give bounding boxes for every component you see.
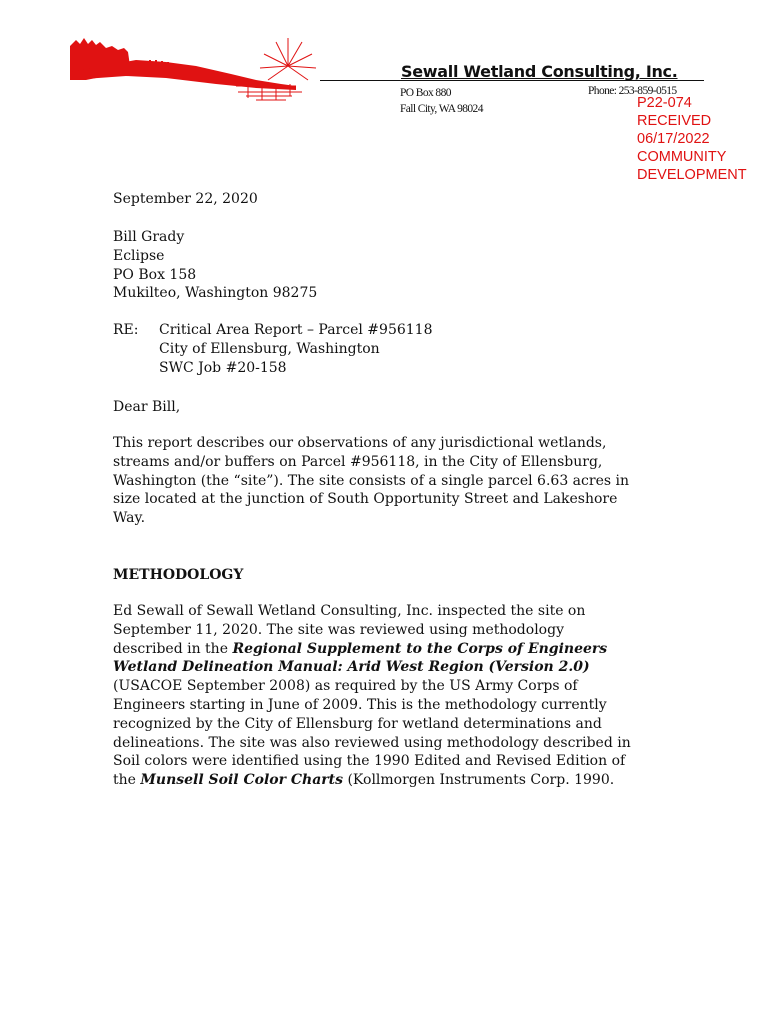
stamp-line: DEVELOPMENT bbox=[637, 167, 747, 183]
methodology-paragraph bbox=[113, 602, 673, 790]
paragraph-line: Washington (the “site”). The site consists of a single parcel 6.63 acres in bbox=[113, 472, 629, 489]
paragraph-line: the Munsell Soil Color Charts (Kollmorgen Instruments Corp. 1990. bbox=[113, 772, 615, 789]
salutation: Dear Bill, bbox=[113, 399, 181, 415]
address-line-1: PO Box 880 bbox=[400, 87, 451, 99]
paragraph-line: Engineers starting in June of 2009. This is the methodology currently bbox=[113, 696, 607, 713]
cited-title: Munsell Soil Color Charts bbox=[140, 772, 344, 789]
company-logo bbox=[66, 36, 336, 106]
paragraph-line: This report describes our observations of any jurisdictional wetlands, bbox=[113, 435, 607, 451]
subject-line: City of Ellensburg, Washington bbox=[159, 340, 380, 357]
recipient-line: Bill Grady bbox=[113, 229, 185, 245]
paragraph-line: (USACOE September 2008) as required by the US Army Corps of bbox=[113, 678, 578, 695]
paragraph-line: Ed Sewall of Sewall Wetland Consulting, Inc. inspected the site on bbox=[113, 603, 586, 619]
cited-title: Wetland Delineation Manual: Arid West Region (Version 2.0) bbox=[113, 659, 590, 676]
subject-line: SWC Job #20-158 bbox=[159, 359, 287, 376]
received-stamp bbox=[637, 94, 747, 184]
recipient-line: Eclipse bbox=[113, 247, 165, 264]
intro-paragraph bbox=[113, 434, 673, 528]
section-heading: METHODOLOGY bbox=[113, 567, 244, 583]
paragraph-line: Way. bbox=[113, 510, 146, 527]
company-name: Sewall Wetland Consulting, Inc. bbox=[401, 62, 678, 81]
stamp-line: COMMUNITY bbox=[637, 149, 727, 165]
company-address bbox=[400, 85, 483, 117]
recipient-line: PO Box 158 bbox=[113, 266, 197, 283]
paragraph-line: Soil colors were identified using the 1990 Edited and Revised Edition of bbox=[113, 753, 626, 770]
paragraph-line: size located at the junction of South Opportunity Street and Lakeshore bbox=[113, 491, 618, 508]
stamp-line: RECEIVED bbox=[637, 113, 712, 129]
subject-line: Critical Area Report – Parcel #956118 bbox=[159, 322, 433, 338]
paragraph-line: delineations. The site was also reviewed using methodology described in bbox=[113, 734, 631, 751]
letter-date: September 22, 2020 bbox=[113, 191, 258, 207]
cited-title: Regional Supplement to the Corps of Engineers bbox=[232, 640, 608, 657]
stamp-line: 06/17/2022 bbox=[637, 131, 710, 147]
recipient-block bbox=[113, 228, 673, 303]
subject-block bbox=[113, 321, 673, 377]
recipient-line: Mukilteo, Washington 98275 bbox=[113, 285, 318, 302]
company-phone: Phone: 253-859-0515 bbox=[588, 85, 677, 97]
paragraph-line: September 11, 2020. The site was reviewed using methodology bbox=[113, 621, 564, 638]
address-line-2: Fall City, WA 98024 bbox=[400, 103, 483, 115]
paragraph-line: described in the Regional Supplement to the Corps of Engineers bbox=[113, 640, 608, 657]
subject-label: RE: bbox=[113, 322, 139, 338]
stamp-line: P22-074 bbox=[637, 95, 692, 111]
paragraph-line: streams and/or buffers on Parcel #956118, in the City of Ellensburg, bbox=[113, 453, 603, 470]
paragraph-line: recognized by the City of Ellensburg for wetland determinations and bbox=[113, 715, 602, 732]
